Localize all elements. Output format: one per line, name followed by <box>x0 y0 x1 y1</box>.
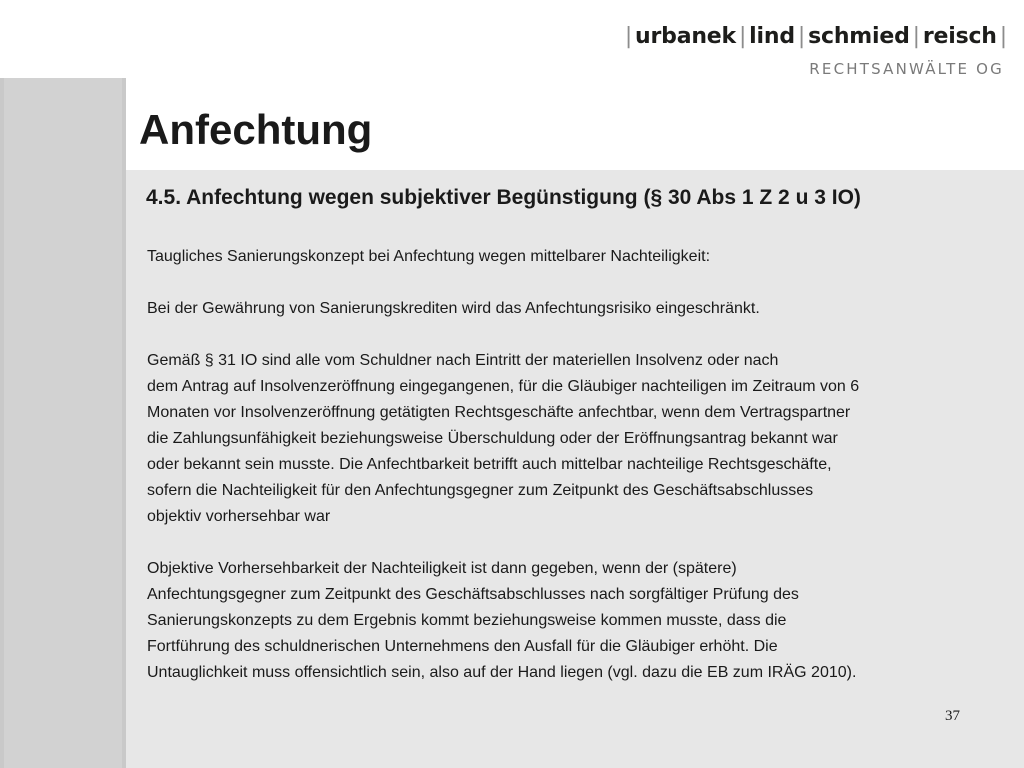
firm-logo <box>622 24 1010 49</box>
logo-separator: | <box>999 24 1007 49</box>
slide-subtitle: 4.5. Anfechtung wegen subjektiver Begünstigung (§ 30 Abs 1 Z 2 u 3 IO) <box>146 186 861 209</box>
logo-name-lind: lind <box>749 24 795 49</box>
paragraph-3-line: dem Antrag auf Insolvenzeröffnung eingegangenen, für die Gläubiger nachteiligen im Zeitraum von 6 <box>147 378 860 395</box>
logo-separator: | <box>738 24 747 49</box>
paragraph-3-line: die Zahlungsunfähigkeit beziehungsweise Überschuldung oder der Eröffnungsantrag bekannt war <box>147 430 838 447</box>
paragraph-3-line: Gemäß § 31 IO sind alle vom Schuldner nach Eintritt der materiellen Insolvenz oder nach <box>147 352 779 369</box>
paragraph-3-line: sofern die Nachteiligkeit für den Anfechtungsgegner zum Zeitpunkt des Geschäftsabschlusses <box>147 482 814 499</box>
paragraph-1: Taugliches Sanierungskonzept bei Anfechtung wegen mittelbarer Nachteiligkeit: <box>147 248 711 265</box>
left-decorative-bar <box>0 78 126 768</box>
logo-name-schmied: schmied <box>808 24 910 49</box>
left-decorative-bar-inner <box>4 78 122 768</box>
paragraph-2: Bei der Gewährung von Sanierungskrediten wird das Anfechtungsrisiko eingeschränkt. <box>147 300 760 317</box>
paragraph-3-line: oder bekannt sein musste. Die Anfechtbarkeit betrifft auch mittelbar nachteilige Rechtsgeschäfte, <box>147 456 832 473</box>
logo-name-urbanek: urbanek <box>635 24 736 49</box>
logo-separator: | <box>624 24 633 49</box>
paragraph-4-line: Untauglichkeit muss offensichtlich sein, also auf der Hand liegen (vgl. dazu die EB zum IRÄG 2010). <box>147 664 857 681</box>
firm-subtitle: RECHTSANWÄLTE OG <box>809 60 1004 78</box>
paragraph-3-line: Monaten vor Insolvenzeröffnung getätigten Rechtsgeschäfte anfechtbar, wenn dem Vertragspartner <box>147 404 851 421</box>
paragraph-3-line: objektiv vorhersehbar war <box>147 508 331 525</box>
paragraph-4-line: Objektive Vorhersehbarkeit der Nachteiligkeit ist dann gegeben, wenn der (spätere) <box>147 560 737 577</box>
logo-separator: | <box>912 24 920 49</box>
paragraph-4-line: Fortführung des schuldnerischen Unternehmens den Ausfall für die Gläubiger erhöht. Die <box>147 638 778 655</box>
page-number: 37 <box>945 708 960 724</box>
paragraph-4-line: Anfechtungsgegner zum Zeitpunkt des Geschäftsabschlusses nach sorgfältiger Prüfung des <box>147 586 799 603</box>
logo-separator: | <box>797 24 806 49</box>
slide-body <box>147 244 1007 712</box>
paragraph-3 <box>147 348 1007 530</box>
logo-name-reisch: reisch <box>922 24 997 49</box>
paragraph-4 <box>147 556 1007 686</box>
slide-title: Anfechtung <box>139 106 373 153</box>
paragraph-4-line: Sanierungskonzepts zu dem Ergebnis kommt beziehungsweise kommen musste, dass die <box>147 612 787 629</box>
